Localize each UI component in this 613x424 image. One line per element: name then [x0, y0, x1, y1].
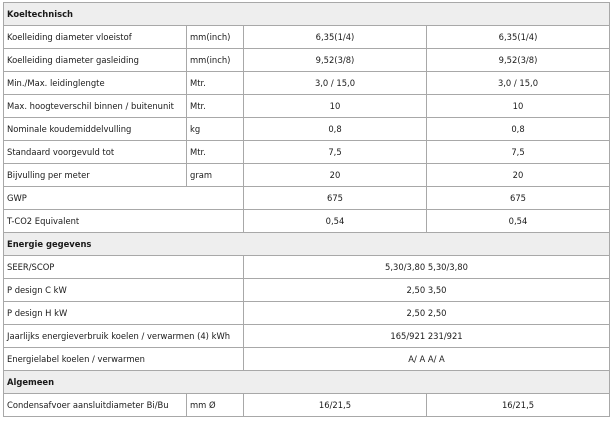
row-value-1: 3,0 / 15,0: [244, 72, 427, 95]
section-title: Koeltechnisch: [4, 3, 610, 26]
row-unit: mm(inch): [187, 26, 244, 49]
table-row: [4, 95, 610, 118]
row-label: Koelleiding diameter gasleiding: [4, 49, 187, 72]
row-value-1: 20: [244, 164, 427, 187]
row-value-2: 20: [427, 164, 610, 187]
table-row: [4, 72, 610, 95]
row-unit: mm Ø: [187, 394, 244, 417]
row-value-2: 16/21,5: [427, 394, 610, 417]
row-label: Energielabel koelen / verwarmen: [4, 348, 244, 371]
row-value-1: 0,8: [244, 118, 427, 141]
section-header-algemeen: [4, 371, 610, 394]
row-value-1: 10: [244, 95, 427, 118]
row-label: Jaarlijks energieverbruik koelen / verwarmen (4) kWh: [4, 325, 244, 348]
row-value: A/ A A/ A: [244, 348, 610, 371]
table-row: [4, 210, 610, 233]
table-row: [4, 187, 610, 210]
row-unit: mm(inch): [187, 49, 244, 72]
row-value-2: 6,35(1/4): [427, 26, 610, 49]
row-label: P design C kW: [4, 279, 244, 302]
row-label: P design H kW: [4, 302, 244, 325]
row-label: Koelleiding diameter vloeistof: [4, 26, 187, 49]
row-unit: kg: [187, 118, 244, 141]
row-label: Max. hoogteverschil binnen / buitenunit: [4, 95, 187, 118]
row-value: 5,30/3,80 5,30/3,80: [244, 256, 610, 279]
row-value-1: 9,52(3/8): [244, 49, 427, 72]
section-title: Algemeen: [4, 371, 610, 394]
row-value: 165/921 231/921: [244, 325, 610, 348]
spec-table: [3, 2, 610, 417]
row-label: GWP: [4, 187, 244, 210]
row-unit: Mtr.: [187, 141, 244, 164]
table-row: [4, 26, 610, 49]
row-value-2: 9,52(3/8): [427, 49, 610, 72]
section-header-energie: [4, 233, 610, 256]
row-value-2: 0,54: [427, 210, 610, 233]
row-value-1: 0,54: [244, 210, 427, 233]
table-row: [4, 141, 610, 164]
row-label: T-CO2 Equivalent: [4, 210, 244, 233]
row-value-2: 0,8: [427, 118, 610, 141]
table-row: [4, 118, 610, 141]
row-value-2: 675: [427, 187, 610, 210]
row-label: Bijvulling per meter: [4, 164, 187, 187]
table-row: [4, 325, 610, 348]
table-row: [4, 394, 610, 417]
row-label: Standaard voorgevuld tot: [4, 141, 187, 164]
row-value-1: 6,35(1/4): [244, 26, 427, 49]
row-value-2: 3,0 / 15,0: [427, 72, 610, 95]
row-value-2: 7,5: [427, 141, 610, 164]
table-row: [4, 348, 610, 371]
table-row: [4, 164, 610, 187]
table-row: [4, 49, 610, 72]
row-label: Condensafvoer aansluitdiameter Bi/Bu: [4, 394, 187, 417]
row-label: Min./Max. leidinglengte: [4, 72, 187, 95]
section-title: Energie gegevens: [4, 233, 610, 256]
table-row: [4, 256, 610, 279]
row-value-1: 16/21,5: [244, 394, 427, 417]
row-label: Nominale koudemiddelvulling: [4, 118, 187, 141]
row-unit: Mtr.: [187, 72, 244, 95]
row-unit: Mtr.: [187, 95, 244, 118]
row-value: 2,50 3,50: [244, 279, 610, 302]
row-value-2: 10: [427, 95, 610, 118]
row-label: SEER/SCOP: [4, 256, 244, 279]
table-row: [4, 302, 610, 325]
row-value-1: 7,5: [244, 141, 427, 164]
table-row: [4, 279, 610, 302]
row-value-1: 675: [244, 187, 427, 210]
row-value: 2,50 2,50: [244, 302, 610, 325]
section-header-koeltechnisch: [4, 3, 610, 26]
row-unit: gram: [187, 164, 244, 187]
